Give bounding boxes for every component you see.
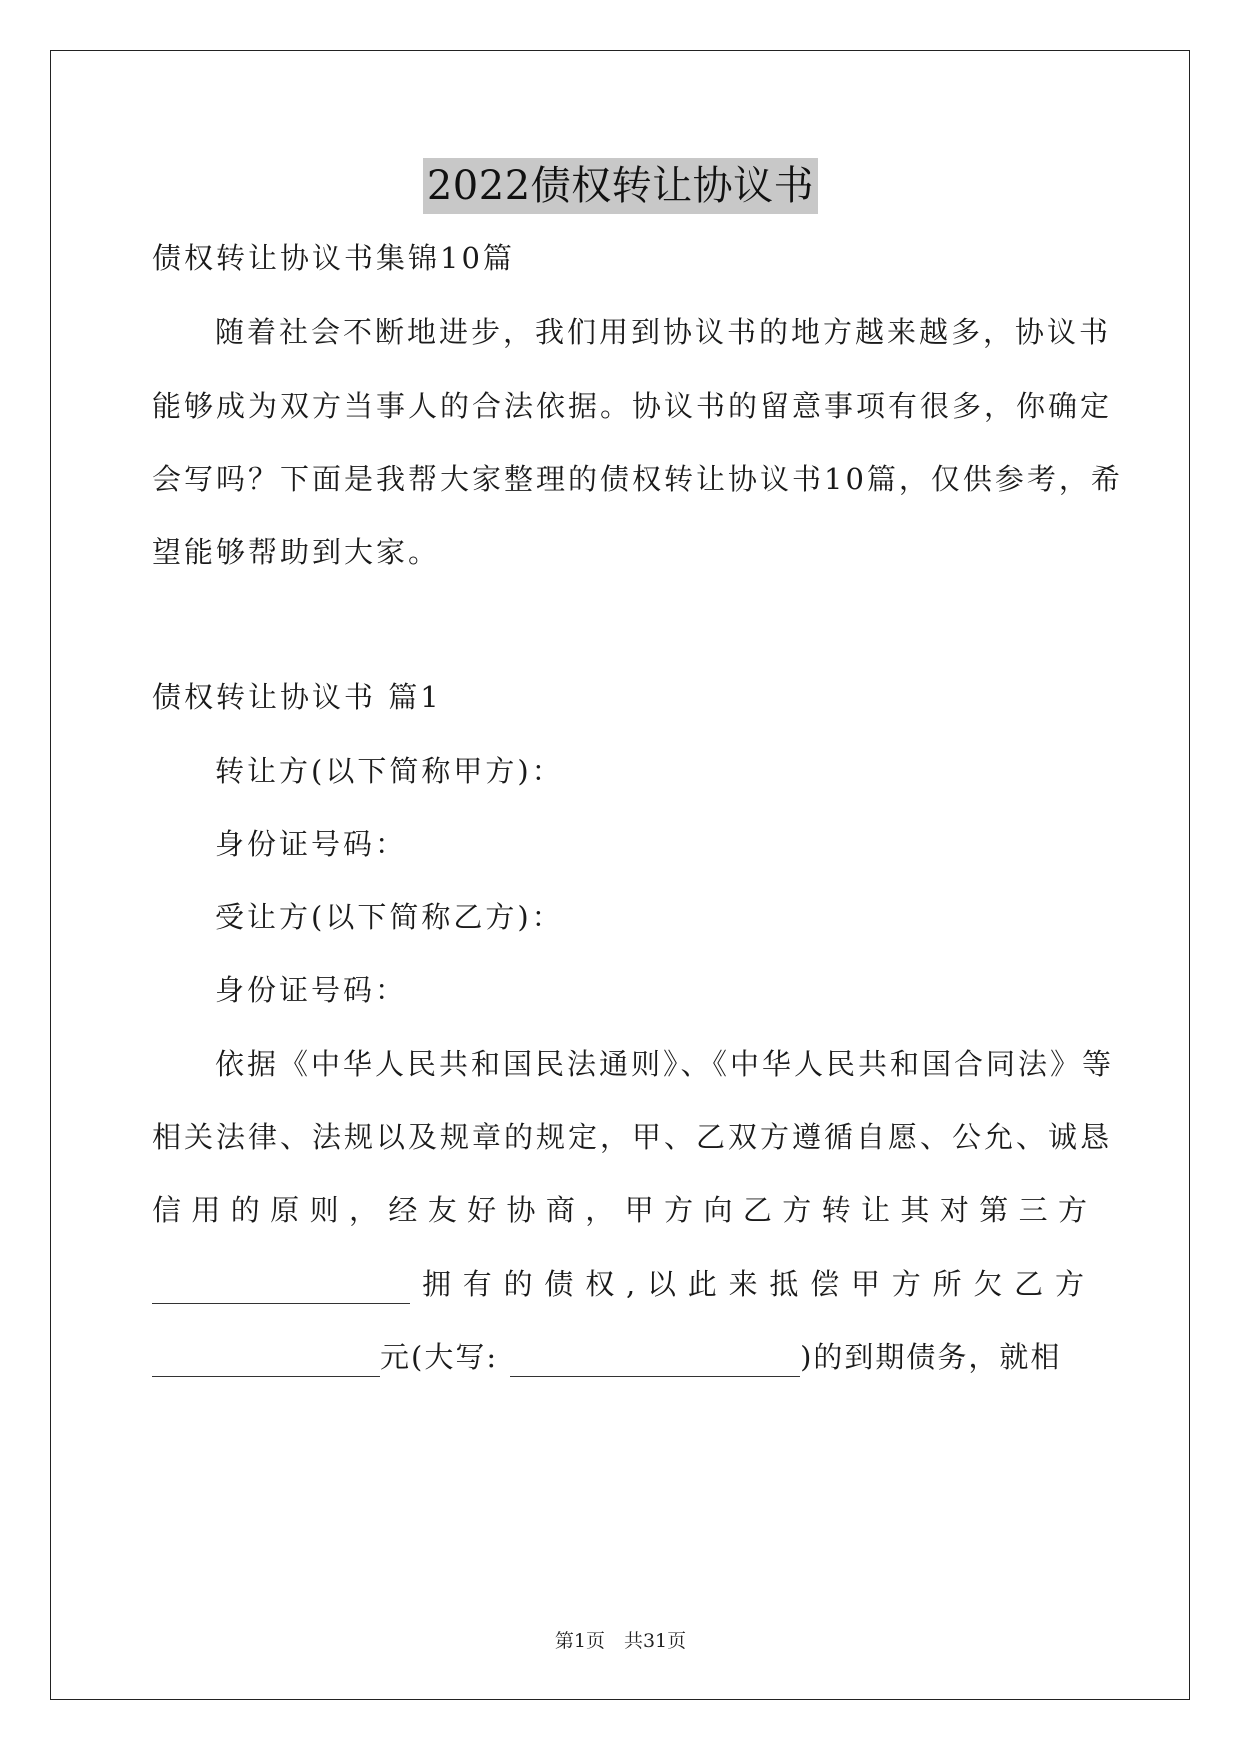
line3-char: 转 xyxy=(821,1193,851,1227)
yuan-label: 元(大写: xyxy=(380,1340,499,1374)
title-area xyxy=(0,158,1241,214)
line4_after_blank-char: 乙 xyxy=(1014,1267,1047,1301)
transferee-id-label: 身份证号码： xyxy=(215,973,408,1007)
line4_after_blank-char: 欠 xyxy=(973,1267,1006,1301)
line4_after_blank-char: 债 xyxy=(544,1267,577,1301)
line3-char: 友 xyxy=(427,1193,457,1227)
intro-line-2: 能够成为双方当事人的合法依据。协议书的留意事项有很多，你确定 xyxy=(152,389,1113,423)
document-subtitle: 债权转让协议书集锦10篇 xyxy=(152,241,515,275)
intro-line-4: 望能够帮助到大家。 xyxy=(152,535,441,569)
line4_after_blank-char: 以 xyxy=(646,1267,679,1301)
line3-char: 乙 xyxy=(742,1193,772,1227)
page-footer: 第1页 共31页 xyxy=(554,1630,687,1652)
line3-char: 经 xyxy=(388,1193,418,1227)
section-heading: 债权转让协议书 篇1 xyxy=(152,680,442,714)
intro-line-1: 随着社会不断地进步，我们用到协议书的地方越来越多，协议书 xyxy=(215,315,1112,349)
line4_after_blank-char: 偿 xyxy=(810,1267,843,1301)
transferor-id-label: 身份证号码： xyxy=(215,827,408,861)
body-line-4 xyxy=(152,1264,1087,1304)
line4_after_blank-char: , xyxy=(625,1267,639,1301)
body-line-3 xyxy=(152,1190,1087,1230)
line4_after_blank-char: 拥 xyxy=(422,1267,455,1301)
line3-char: 其 xyxy=(900,1193,930,1227)
transferor-label: 转让方(以下简称甲方)： xyxy=(215,754,564,788)
line4_after_blank-char: 权 xyxy=(585,1267,618,1301)
line3-char: ， xyxy=(585,1193,615,1227)
line4_after_blank-char: 抵 xyxy=(769,1267,802,1301)
line3-char: 原 xyxy=(270,1193,300,1227)
amount-blank[interactable] xyxy=(152,1348,380,1377)
line3-char: 商 xyxy=(545,1193,575,1227)
intro-line-3: 会写吗？下面是我帮大家整理的债权转让协议书10篇，仅供参考，希 xyxy=(152,462,1123,496)
line3-char: 方 xyxy=(782,1193,812,1227)
page-border xyxy=(50,50,1190,1700)
body-line-4-text xyxy=(422,1264,1087,1304)
line4_after_blank-char: 此 xyxy=(687,1267,720,1301)
line4_after_blank-char: 甲 xyxy=(850,1267,883,1301)
debtor-blank[interactable] xyxy=(152,1275,410,1304)
transferee-label: 受让方(以下简称乙方)： xyxy=(215,900,564,934)
body-line-1: 依据《中华人民共和国民法通则》、《中华人民共和国合同法》等 xyxy=(215,1047,1115,1081)
line4_after_blank-char: 方 xyxy=(1054,1267,1087,1301)
line3-char: 信 xyxy=(152,1193,182,1227)
line4_after_blank-char: 有 xyxy=(462,1267,495,1301)
amount-capital-blank[interactable] xyxy=(510,1348,800,1377)
body-line-2: 相关法律、法规以及规章的规定，甲、乙双方遵循自愿、公允、诚恳 xyxy=(152,1120,1113,1154)
line3-char: 三 xyxy=(1018,1193,1048,1227)
line3-char: 用 xyxy=(191,1193,221,1227)
body-line-5 xyxy=(152,1337,1087,1377)
line4_after_blank-char: 来 xyxy=(728,1267,761,1301)
line3-char: ， xyxy=(348,1193,378,1227)
line3-char: 让 xyxy=(861,1193,891,1227)
line3-char: 甲 xyxy=(624,1193,654,1227)
line3-char: 协 xyxy=(506,1193,536,1227)
body-line-5-end: )的到期债务，就相 xyxy=(800,1340,1062,1374)
line3-char: 第 xyxy=(979,1193,1009,1227)
line3-char: 的 xyxy=(230,1193,260,1227)
line3-char: 对 xyxy=(939,1193,969,1227)
line4_after_blank-char: 的 xyxy=(503,1267,536,1301)
line3-char: 方 xyxy=(1057,1193,1087,1227)
line3-char: 好 xyxy=(467,1193,497,1227)
line4_after_blank-char: 所 xyxy=(932,1267,965,1301)
line3-char: 方 xyxy=(664,1193,694,1227)
document-title: 2022债权转让协议书 xyxy=(423,158,818,214)
line3-char: 则 xyxy=(309,1193,339,1227)
line3-char: 向 xyxy=(703,1193,733,1227)
line4_after_blank-char: 方 xyxy=(891,1267,924,1301)
